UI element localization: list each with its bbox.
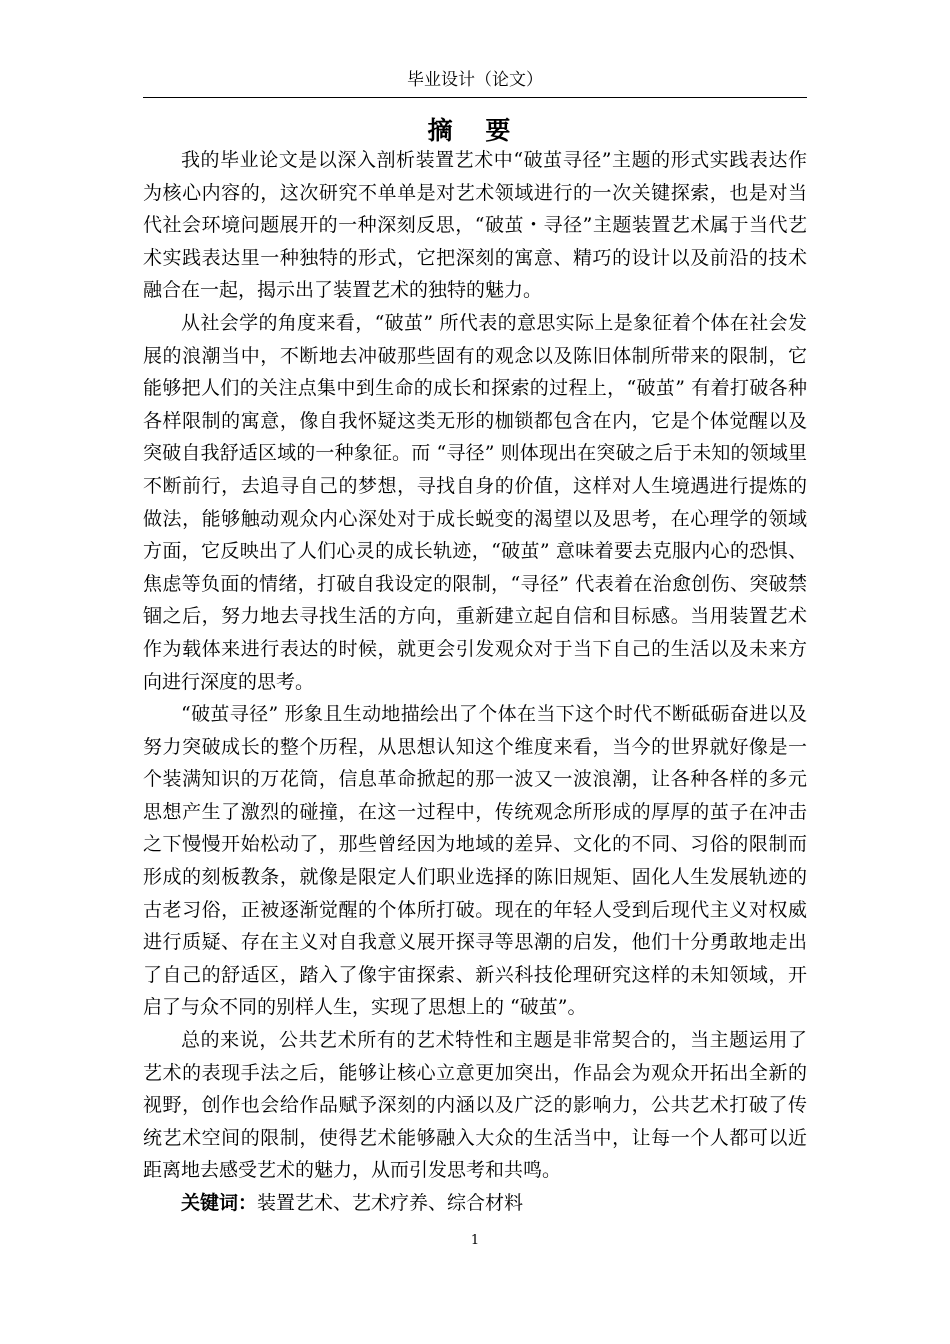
abstract-paragraph-2: 从社会学的角度来看，“破茧” 所代表的意思实际上是象征着个体在社会发展的浪潮当中，不断地去冲破那些固有的观念以及陈旧体制所带来的限制，它能够把人们的关注点集中到生命的成长和探索的过程上，“破茧” 有着打破各种各样限制的寓意，像自我怀疑这类无形的枷锁都包含在内，它是个体觉醒以及突破自我舒适区域的一种象征。而 “寻径” 则体现出在突破之后于未知的领域里不断前行，去追寻自己的梦想，寻找自身的价值，这样对人生境遇进行提炼的做法，能够触动观众内心深处对于成长蜕变的渴望以及思考，在心理学的领域方面，它反映出了人们心灵的成长轨迹，“破茧” 意味着要去克服内心的恐惧、焦虑等负面的情绪，打破自我设定的限制，“寻径” 代表着在治愈创伤、突破禁锢之后，努力地去寻找生活的方向，重新建立起自信和目标感。当用装置艺术作为载体来进行表达的时候，就更会引发观众对于当下自己的生活以及未来方向进行深度的思考。 (143, 311, 807, 693)
abstract-paragraph-4: 总的来说，公共艺术所有的艺术特性和主题是非常契合的，当主题运用了艺术的表现手法之后，能够让核心立意更加突出，作品会为观众开拓出全新的视野，创作也会给作品赋予深刻的内涵以及广泛的影响力，公共艺术打破了传统艺术空间的限制，使得艺术能够融入大众的生活当中，让每一个人都可以近距离地去感受艺术的魅力，从而引发思考和共鸣。 (143, 1029, 807, 1182)
abstract-paragraph-1: 我的毕业论文是以深入剖析装置艺术中“破茧寻径”主题的形式实践表达作为核心内容的，这次研究不单单是对艺术领域进行的一次关键探索，也是对当代社会环境问题展开的一种深刻反思，“破茧・寻径”主题装置艺术属于当代艺术实践表达里一种独特的形式，它把深刻的寓意、精巧的设计以及前沿的技术融合在一起，揭示出了装置艺术的独特的魅力。 (143, 149, 807, 302)
keywords-line (143, 1187, 807, 1220)
header-rule (143, 97, 807, 98)
keywords-value: 装置艺术、艺术疗养、综合材料 (257, 1192, 524, 1214)
abstract-paragraph-3: “破茧寻径” 形象且生动地描绘出了个体在当下这个时代不断砥砺奋进以及努力突破成长的整个历程，从思想认知这个维度来看，当今的世界就好像是一个装满知识的万花筒，信息革命掀起的那一波又一波浪潮，让各种各样的多元思想产生了激烈的碰撞，在这一过程中，传统观念所形成的厚厚的茧子在冲击之下慢慢开始松动了，那些曾经因为地域的差异、文化的不同、习俗的限制而形成的刻板教条，就像是限定人们职业选择的陈旧规矩、固化人生发展轨迹的古老习俗，正被逐渐觉醒的个体所打破。现在的年轻人受到后现代主义对权威进行质疑、存在主义对自我意义展开探寻等思潮的启发，他们十分勇敢地走出了自己的舒适区，踏入了像宇宙探索、新兴科技伦理研究这样的未知领域，开启了与众不同的别样人生，实现了思想上的 “破茧”。 (143, 703, 807, 1019)
abstract-body (143, 144, 807, 1220)
page-header: 毕业设计（论文） (407, 70, 543, 90)
page-number: 1 (470, 1233, 480, 1248)
abstract-title: 摘 要 (427, 116, 523, 145)
keywords-label: 关键词： (181, 1192, 258, 1214)
